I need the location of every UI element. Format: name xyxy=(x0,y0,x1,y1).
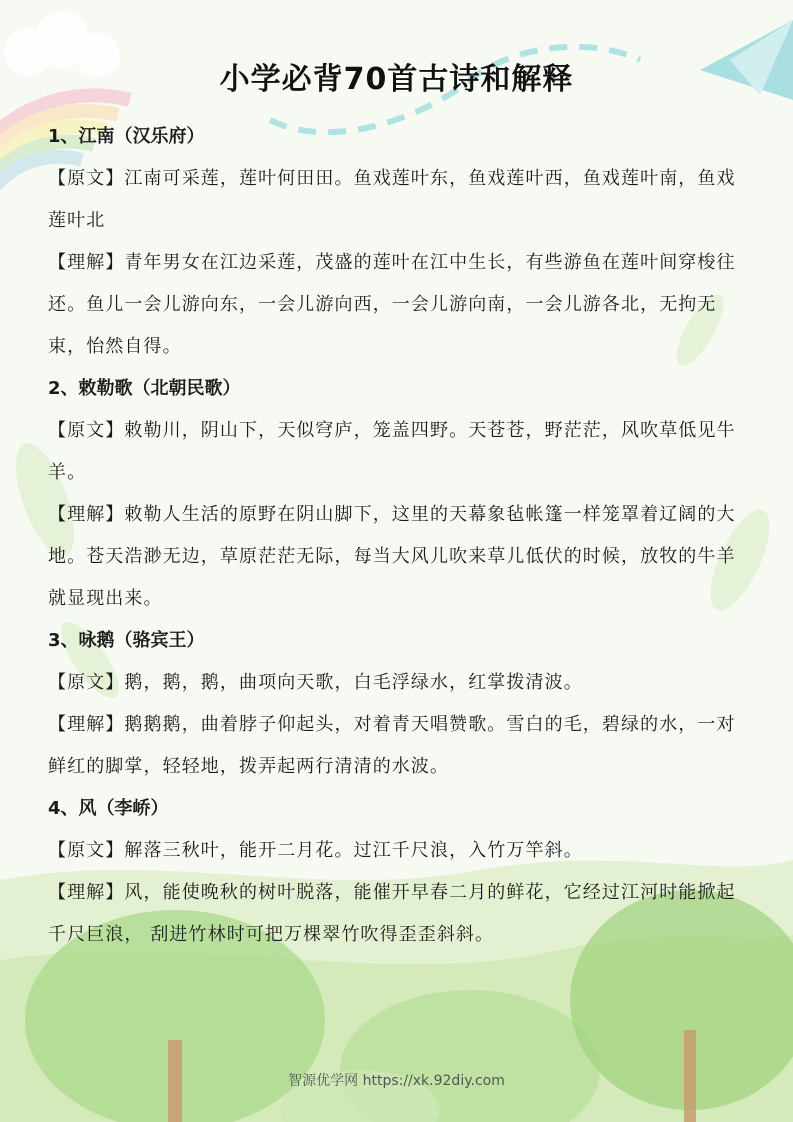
poem-heading: 2、敕勒歌（北朝民歌） xyxy=(48,378,241,399)
poem-section-2 xyxy=(48,368,748,620)
explanation-text xyxy=(48,494,748,620)
original-label: 【原文】 xyxy=(48,840,125,861)
explanation-text xyxy=(48,704,748,788)
explanation-text xyxy=(48,242,748,368)
original-body: 敕勒川，阴山下，天似穹庐，笼盖四野。天苍苍，野茫茫，风吹草低见牛羊。 xyxy=(48,420,736,483)
original-label: 【原文】 xyxy=(48,672,125,693)
explanation-label: 【理解】 xyxy=(48,252,125,273)
explanation-body: 鹅鹅鹅，曲着脖子仰起头，对着青天唱赞歌。雪白的毛，碧绿的水，一对鲜红的脚掌，轻轻地，拨弄起两行清清的水波。 xyxy=(48,714,736,777)
original-body: 江南可采莲，莲叶何田田。鱼戏莲叶东，鱼戏莲叶西，鱼戏莲叶南，鱼戏莲叶北 xyxy=(48,168,736,231)
original-label: 【原文】 xyxy=(48,168,125,189)
poem-heading: 4、风（李峤） xyxy=(48,798,169,819)
poem-section-1 xyxy=(48,116,748,368)
explanation-body: 风，能使晚秋的树叶脱落，能催开早春二月的鲜花，它经过江河时能掀起千尺巨浪， 刮进竹林时可把万棵翠竹吹得歪歪斜斜。 xyxy=(48,882,736,945)
original-text xyxy=(48,158,748,242)
original-text xyxy=(48,830,748,872)
poem-list xyxy=(48,116,748,956)
original-text xyxy=(48,662,748,704)
explanation-text xyxy=(48,872,748,956)
explanation-label: 【理解】 xyxy=(48,504,125,525)
explanation-label: 【理解】 xyxy=(48,882,125,903)
poem-heading: 1、江南（汉乐府） xyxy=(48,126,205,147)
explanation-body: 青年男女在江边采莲，茂盛的莲叶在江中生长，有些游鱼在莲叶间穿梭往还。鱼儿一会儿游向东，一会儿游向西，一会儿游向南，一会儿游各北，无拘无束，怡然自得。 xyxy=(48,252,736,357)
explanation-body: 敕勒人生活的原野在阴山脚下，这里的天幕象毡帐篷一样笼罩着辽阔的大地。苍天浩渺无边，草原茫茫无际，每当大风儿吹来草儿低伏的时候，放牧的牛羊就显现出来。 xyxy=(48,504,736,609)
original-label: 【原文】 xyxy=(48,420,125,441)
poem-section-3 xyxy=(48,620,748,788)
original-text xyxy=(48,410,748,494)
explanation-label: 【理解】 xyxy=(48,714,125,735)
poem-heading: 3、咏鹅（骆宾王） xyxy=(48,630,205,651)
poem-section-4 xyxy=(48,788,748,956)
page-title: 小学必背70首古诗和解释 xyxy=(219,62,574,97)
footer-watermark: 智源优学网 https://xk.92diy.com xyxy=(288,1073,505,1089)
original-body: 解落三秋叶，能开二月花。过江千尺浪，入竹万竿斜。 xyxy=(124,840,583,861)
original-body: 鹅，鹅，鹅，曲项向天歌，白毛浮绿水，红掌拨清波。 xyxy=(124,672,583,693)
